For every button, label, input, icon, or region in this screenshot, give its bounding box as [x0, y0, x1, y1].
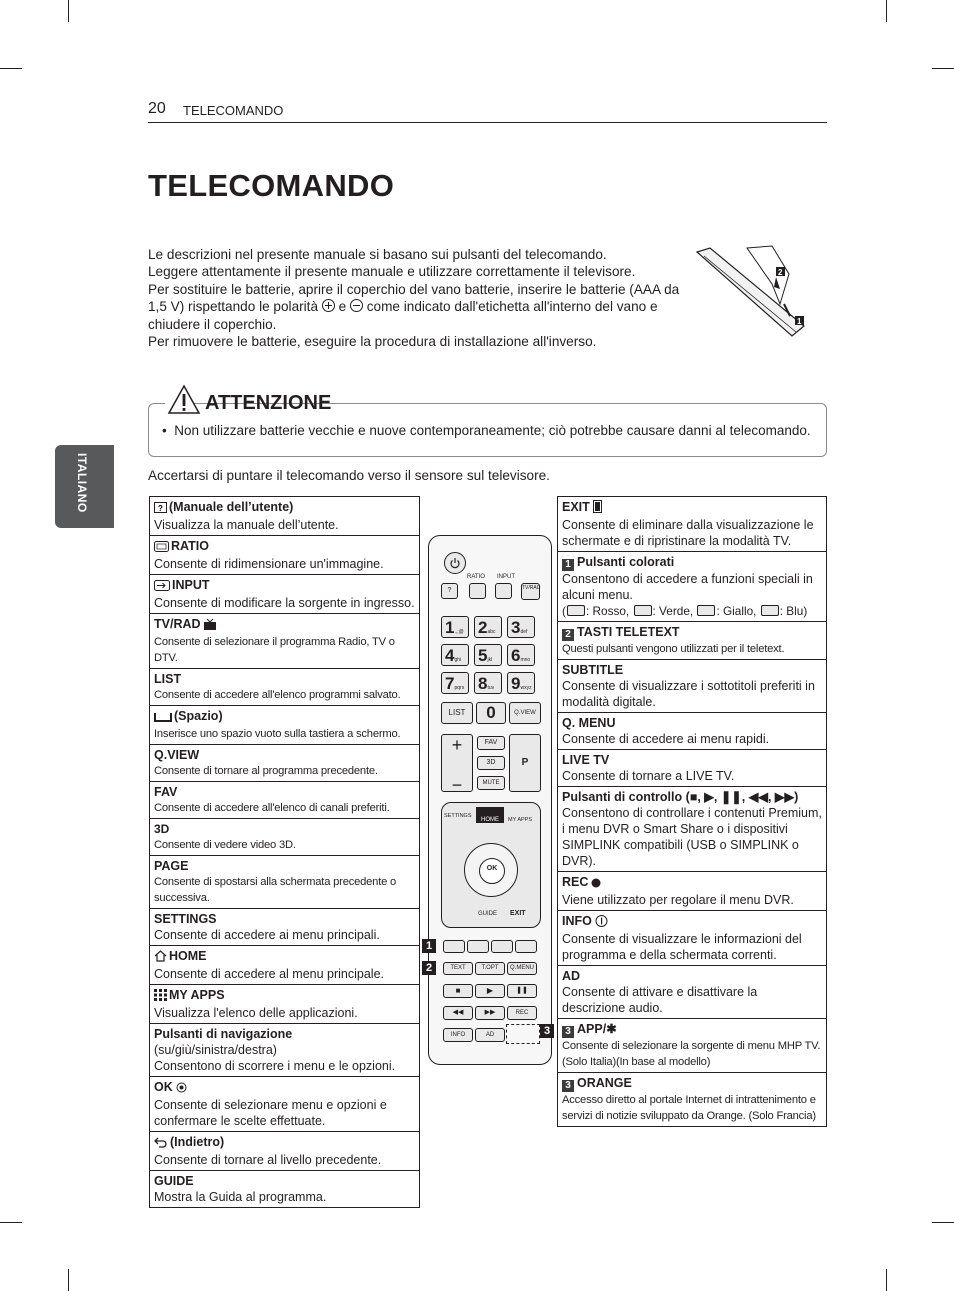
button-row	[558, 552, 827, 622]
dpad[interactable]	[464, 843, 518, 897]
button-row	[558, 713, 827, 750]
intro-line: Le descrizioni nel presente manuale si basano sui pulsanti del telecomando.	[148, 247, 607, 262]
button-description: Consente di accedere all'elenco programmi salvato.	[154, 689, 401, 701]
button-description: Accesso diretto al portale Internet di intrattenimento e servizi di notizie sviluppato da Orange. (Solo Francia)	[562, 1094, 816, 1122]
manual-icon	[154, 501, 167, 517]
text-button[interactable]: TEXT	[443, 962, 473, 975]
button-description: Consente di attivare e disattivare la descrizione audio.	[562, 985, 758, 1015]
intro-text	[148, 246, 696, 350]
zero-button[interactable]: 0	[476, 702, 506, 724]
button-name: 3 ORANGE	[562, 1075, 822, 1092]
navigation-pad	[441, 802, 541, 928]
button-description: Consente di tornare a LIVE TV.	[562, 769, 735, 783]
svg-text:?: ?	[158, 504, 163, 513]
crop-mark	[68, 1269, 69, 1291]
button-description-cell	[150, 669, 420, 706]
button-description-cell	[150, 1077, 420, 1132]
button-name: Pulsanti di controllo (■, ▶, ❚❚, ◀◀, ▶▶)	[562, 790, 799, 804]
remote-illustration	[428, 535, 552, 1065]
button-row	[150, 1024, 420, 1077]
3d-button[interactable]: 3D	[477, 756, 505, 770]
button-description-cell	[150, 819, 420, 856]
crop-mark	[0, 1222, 22, 1223]
exit-icon	[593, 500, 602, 517]
button-name: Pulsanti di navigazione (su/giù/sinistra/destra)	[154, 1027, 293, 1057]
pause-button[interactable]: ❚❚	[507, 984, 537, 998]
button-description-cell	[150, 1024, 420, 1077]
color-legend: ( : Rosso, : Verde, : Giallo, : Blu)	[562, 604, 808, 618]
button-row	[150, 819, 420, 856]
button-description: Consente di tornare al programma precedente.	[154, 765, 378, 777]
button-name: PAGE	[154, 859, 189, 873]
settings-button[interactable]: SETTINGS	[444, 813, 472, 819]
button-name: ? (Manuale dell’utente)	[154, 499, 415, 517]
ratio-label: RATIO	[467, 574, 485, 580]
button-row	[150, 782, 420, 819]
button-description-cell	[150, 536, 420, 575]
battery-callout-1: 1	[797, 317, 802, 326]
manual-button[interactable]: ?	[441, 583, 458, 599]
button-description: Consentono di controllare i contenuti Premium, i menu DVR o Smart Share o i dispositivi SIMPLINK compatibili (USB o SIMPLINK o DVR).	[562, 806, 822, 868]
callout-badge: 1	[562, 559, 574, 571]
button-name: INPUT	[154, 577, 415, 595]
button-name: HOME	[154, 948, 415, 966]
input-button[interactable]	[495, 583, 512, 599]
button-row	[150, 946, 420, 985]
ok-icon	[176, 1081, 187, 1097]
button-row	[558, 787, 827, 872]
button-description: Visualizza l'elenco delle applicazioni.	[154, 1006, 358, 1020]
page-header	[148, 100, 827, 123]
button-name: OK	[154, 1079, 415, 1097]
button-description-cell	[558, 552, 827, 622]
button-row	[150, 497, 420, 536]
home-button[interactable]: HOME	[476, 807, 504, 823]
button-description-cell	[150, 614, 420, 669]
button-name: Q. MENU	[562, 716, 616, 730]
button-description-cell	[558, 787, 827, 872]
button-description-cell	[558, 1019, 827, 1073]
digit-button[interactable]: 6mno	[507, 644, 535, 666]
button-description-cell	[150, 745, 420, 782]
page-title: TELECOMANDO	[148, 168, 395, 203]
button-description: Consente di modificare la sorgente in ingresso.	[154, 596, 415, 610]
button-description-cell	[150, 856, 420, 909]
list-button[interactable]: LIST	[441, 702, 473, 724]
button-description-cell	[558, 872, 827, 911]
button-row	[558, 660, 827, 713]
button-title-suffix: (su/giù/sinistra/destra)	[154, 1043, 277, 1057]
color-key-icon	[634, 605, 652, 616]
attention-heading	[165, 380, 332, 424]
callout-1: 1	[422, 939, 436, 953]
volume-rocker[interactable]: + −	[441, 734, 473, 792]
color-key-icon	[567, 605, 585, 616]
button-description: Mostra la Guida al programma.	[154, 1190, 327, 1204]
crop-mark	[932, 1222, 954, 1223]
button-row	[150, 856, 420, 909]
button-name: FAV	[154, 785, 178, 799]
guide-button[interactable]: GUIDE	[478, 911, 498, 917]
button-row	[558, 497, 827, 552]
digit-button[interactable]: 9wxyz	[507, 672, 535, 694]
button-description: Consente di visualizzare i sottotitoli preferiti in modalità digitale.	[562, 679, 815, 709]
button-name: 1 Pulsanti colorati	[562, 554, 822, 571]
input-icon	[154, 579, 170, 595]
battery-remote-illustration	[692, 244, 812, 344]
button-description-cell	[150, 497, 420, 536]
button-row	[558, 1073, 827, 1127]
mute-button[interactable]: MUTE	[477, 776, 505, 790]
rec-button[interactable]: REC	[507, 1006, 537, 1020]
button-name: GUIDE	[154, 1174, 194, 1188]
button-description: Consente di ridimensionare un'immagine.	[154, 557, 384, 571]
button-name: (Spazio)	[154, 708, 415, 726]
button-name: LIST	[154, 672, 182, 686]
callout-3: 3	[540, 1024, 554, 1038]
ratio-icon	[154, 540, 169, 556]
button-description: Inserisce uno spazio vuoto sulla tastiera a schermo.	[154, 728, 401, 740]
button-name: REC	[562, 874, 822, 892]
button-name: 2 TASTI TELETEXT	[562, 624, 822, 641]
warning-icon	[167, 384, 201, 416]
home-icon	[154, 950, 167, 966]
exit-button[interactable]: EXIT	[510, 910, 526, 917]
button-description-cell	[150, 1171, 420, 1208]
callout-2: 2	[422, 961, 436, 975]
button-name: SUBTITLE	[562, 663, 624, 677]
button-row	[150, 1132, 420, 1171]
space-icon	[154, 710, 172, 726]
color-key-icon	[697, 605, 715, 616]
button-name: 3 APP/✱	[562, 1021, 822, 1038]
button-description: Consente di accedere all'elenco di canali preferiti.	[154, 802, 390, 814]
color-key-icon	[761, 605, 779, 616]
digit-button[interactable]: 3def	[507, 616, 535, 638]
button-description: Consente di selezionare il programma Radio, TV o DTV.	[154, 636, 395, 664]
button-description-cell	[558, 622, 827, 660]
button-description: Consente di accedere ai menu principali.	[154, 928, 380, 942]
app-button-highlight	[506, 1024, 540, 1044]
callout-badge: 2	[562, 629, 574, 641]
button-row	[150, 575, 420, 614]
button-description: Consente di eliminare dalla visualizzazione le schermate e di ripristinare la modalità TV.	[562, 518, 814, 548]
button-name	[154, 821, 415, 837]
plus-polarity-icon	[322, 299, 335, 312]
battery-callout-2: 2	[778, 268, 783, 277]
button-description-cell	[558, 660, 827, 713]
language-tab: ITALIANO	[55, 445, 114, 528]
qview-button[interactable]: Q.VIEW	[509, 702, 541, 724]
play-button[interactable]: ▶	[475, 984, 505, 998]
crop-mark	[886, 0, 887, 22]
power-icon	[449, 557, 461, 569]
button-description-cell	[150, 946, 420, 985]
button-row	[150, 706, 420, 745]
info-icon	[595, 915, 608, 931]
ratio-button[interactable]	[469, 583, 486, 599]
button-row	[558, 622, 827, 660]
button-description-cell	[558, 750, 827, 787]
button-name: SETTINGS	[154, 912, 217, 926]
crop-mark	[886, 1269, 887, 1291]
forward-button[interactable]: ▶▶	[475, 1006, 505, 1020]
back-icon	[154, 1136, 168, 1152]
button-row	[150, 1171, 420, 1208]
button-description: Questi pulsanti vengono utilizzati per il teletext.	[562, 643, 785, 655]
button-description: Consente di selezionare la sorgente di menu MHP TV. (Solo Italia)(In base al modello)	[562, 1040, 821, 1068]
qmenu-button[interactable]: Q.MENU	[507, 962, 537, 975]
button-description: Consente di accedere ai menu rapidi.	[562, 732, 770, 746]
channel-rocker[interactable]: P	[509, 734, 541, 792]
button-row	[558, 750, 827, 787]
digit-button[interactable]: 4ghi	[441, 644, 469, 666]
button-row	[558, 911, 827, 966]
info-button[interactable]: INFO	[443, 1028, 473, 1042]
button-row	[150, 669, 420, 706]
button-description: Consentono di scorrere i menu e le opzioni.	[154, 1059, 396, 1073]
button-name: (Indietro)	[154, 1134, 415, 1152]
intro-line: Per sostituire le batterie, aprire il coperchio del vano batterie, inserire le batterie (AAA da 1,5 V) rispettando le polarità e come indicato dall'etichetta all'interno del vano e chiudere il coperchio.	[148, 281, 680, 332]
attention-text: • Non utilizzare batterie vecchie e nuove contemporaneamente; ciò potrebbe causare danni al telecomando.	[162, 423, 811, 438]
button-name: AD	[562, 969, 581, 983]
section-name: TELECOMANDO	[183, 103, 284, 118]
button-row	[558, 966, 827, 1019]
topt-button[interactable]: T.OPT	[475, 962, 505, 975]
button-row	[150, 614, 420, 669]
button-description-cell	[150, 1132, 420, 1171]
rewind-button[interactable]: ◀◀	[443, 1006, 473, 1020]
yellow-button[interactable]	[491, 940, 513, 953]
grid-icon	[154, 989, 167, 1005]
ad-button[interactable]: AD	[475, 1028, 505, 1042]
digit-button[interactable]: 1.,;@	[441, 616, 469, 638]
button-name: LIVE TV	[562, 753, 610, 767]
left-button-table	[149, 496, 420, 1208]
button-description: Consente di selezionare menu e opzioni e confermare le scelte effettuate.	[154, 1098, 387, 1128]
button-description: Consente di visualizzare le informazioni del programma e della schermata correnti.	[562, 932, 802, 962]
button-description: Viene utilizzato per regolare il menu DVR.	[562, 893, 794, 907]
fav-button[interactable]: FAV	[477, 736, 505, 750]
button-row	[150, 745, 420, 782]
digit-button[interactable]: 5jkl	[474, 644, 502, 666]
button-description-cell	[558, 497, 827, 552]
button-row	[558, 1019, 827, 1073]
button-name: MY APPS	[154, 987, 415, 1005]
page-number: 20	[148, 100, 166, 117]
tvrad-icon	[204, 618, 217, 634]
callout-badge: 3	[562, 1080, 574, 1092]
button-description-cell	[558, 1073, 827, 1127]
button-description: Consentono di accedere a funzioni speciali in alcuni menu.	[562, 572, 813, 602]
button-row	[150, 985, 420, 1024]
digit-button[interactable]: 2abc	[474, 616, 502, 638]
power-button[interactable]	[444, 552, 466, 574]
button-description-cell	[150, 985, 420, 1024]
intro-line: Leggere attentamente il presente manuale e utilizzare correttamente il televisore.	[148, 264, 636, 280]
control-icons: ■, ▶, ❚❚, ◀◀, ▶▶)	[689, 790, 799, 804]
crop-mark	[68, 0, 69, 22]
button-row	[150, 1077, 420, 1132]
tvrad-button[interactable]: TV/RAD	[521, 583, 540, 600]
button-description-cell	[150, 782, 420, 819]
pointing-note: Accertarsi di puntare il telecomando verso il sensore sul televisore.	[148, 468, 550, 483]
button-description: Consente di spostarsi alla schermata precedente o successiva.	[154, 876, 397, 904]
button-name: Q.VIEW	[154, 748, 200, 762]
blue-button[interactable]	[515, 940, 537, 953]
button-name: EXIT	[562, 499, 822, 517]
rec-icon	[591, 876, 601, 892]
button-description-cell	[558, 713, 827, 750]
asterisk-icon: ✱	[606, 1022, 617, 1036]
button-row	[558, 872, 827, 911]
stop-button[interactable]: ■	[443, 984, 473, 998]
myapps-button[interactable]: MY APPS	[508, 817, 533, 823]
button-description: Visualizza la manuale dell’utente.	[154, 518, 339, 532]
input-label: INPUT	[497, 574, 515, 580]
button-title-3d: 3D	[154, 822, 170, 836]
button-description-cell	[558, 911, 827, 966]
crop-mark	[0, 68, 22, 69]
digit-button[interactable]: 8tuv	[474, 672, 502, 694]
button-description: Consente di vedere video 3D.	[154, 839, 296, 851]
right-button-table	[557, 496, 827, 1127]
attention-title: ATTENZIONE	[205, 392, 332, 414]
button-description-cell	[150, 909, 420, 946]
callout-badge: 3	[562, 1026, 574, 1038]
button-row	[150, 536, 420, 575]
green-button[interactable]	[467, 940, 489, 953]
button-description: Consente di tornare al livello precedente.	[154, 1153, 382, 1167]
button-description-cell	[558, 966, 827, 1019]
button-description-cell	[150, 575, 420, 614]
button-description: Consente di accedere al menu principale.	[154, 967, 384, 981]
button-name: INFO	[562, 913, 822, 931]
crop-mark	[932, 68, 954, 69]
button-name: TV/RAD	[154, 616, 415, 634]
intro-line: Per rimuovere le batterie, eseguire la procedura di installazione all'inverso.	[148, 334, 597, 350]
button-description-cell	[150, 706, 420, 745]
ok-button[interactable]: OK	[479, 858, 505, 884]
button-row	[150, 909, 420, 946]
button-name: RATIO	[154, 538, 415, 556]
red-button[interactable]	[443, 940, 465, 953]
minus-polarity-icon	[350, 299, 363, 312]
digit-button[interactable]: 7pqrs	[441, 672, 469, 694]
